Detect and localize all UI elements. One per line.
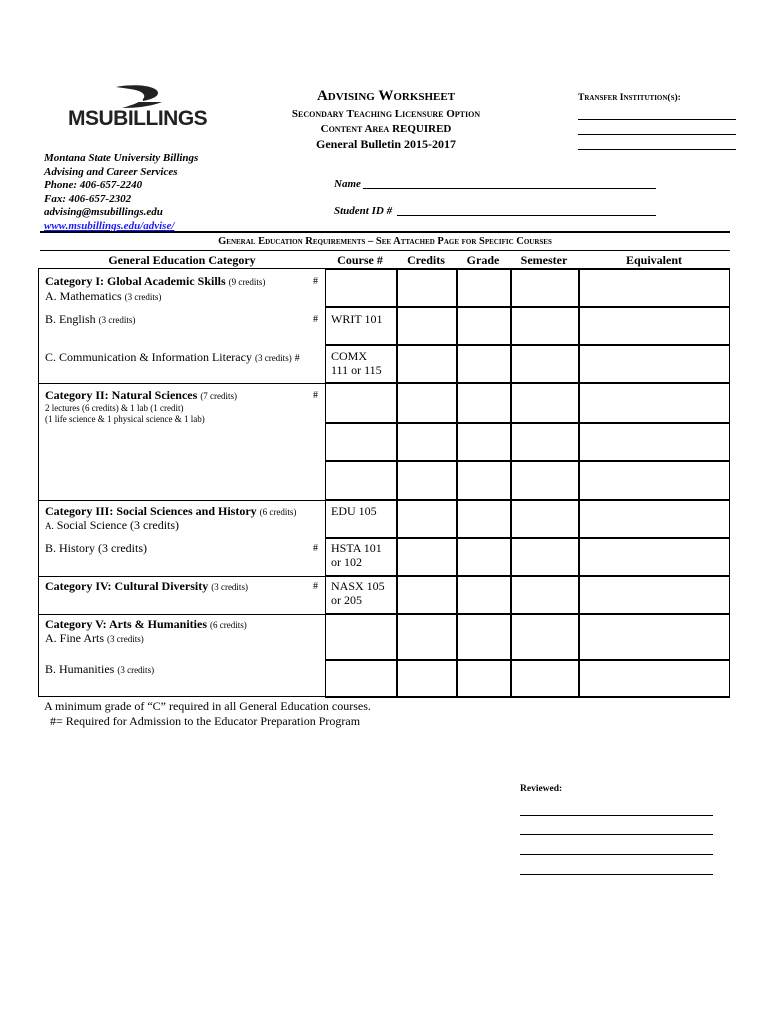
cat1-b-row [45,312,135,327]
reviewed-line-1[interactable] [520,815,713,816]
divider [40,231,730,233]
cell-grade[interactable] [457,269,511,307]
student-id-field[interactable] [397,215,656,216]
col-header-semester: Semester [520,253,568,267]
cat4-course [331,579,385,607]
hash-mark: # [313,581,318,592]
col-header-equivalent: Equivalent [625,253,682,267]
cat4-course-line1: NASX 105 [331,579,385,593]
cat1-b-credits: (3 credits) [98,315,136,325]
reviewed-line-2[interactable] [520,834,713,835]
cell-semester[interactable] [511,576,579,614]
row-divider [39,576,325,577]
cell-semester[interactable] [511,423,579,461]
cat5-a-label: A. Fine Arts [45,631,105,645]
section-header: General Education Requirements – See Attached Page for Specific Courses [218,236,552,247]
cat2-title: Category II: Natural Sciences [45,388,198,402]
cell-equivalent[interactable] [579,500,730,538]
transfer-institution-label: Transfer Institution(s): [578,93,681,103]
cat1-credits: (9 credits) [228,277,266,287]
cat5-credits: (6 credits) [210,620,247,630]
cell-credits[interactable] [397,269,457,307]
cat5-a-credits: (3 credits) [107,634,144,644]
transfer-line-3[interactable] [578,149,736,150]
cat1-c-label: C. Communication & Information Literacy [45,350,252,364]
reviewed-line-4[interactable] [520,874,713,875]
cat1-c-row [45,350,300,365]
cell-grade[interactable] [457,461,511,500]
cat4-title-row [45,579,248,594]
col-header-grade: Grade [466,253,500,267]
student-id-label: Student ID # [334,205,393,217]
cat3-title-row [45,504,296,519]
cell-equivalent[interactable] [579,576,730,614]
reviewed-line-3[interactable] [520,854,713,855]
reviewed-label: Reviewed: [520,784,563,794]
cat5-a-row [45,631,144,646]
cell-grade[interactable] [457,500,511,538]
cat3-credits: (6 credits) [259,507,297,517]
cell-course[interactable] [325,614,397,660]
cat1-title: Category I: Global Academic Skills [45,274,226,288]
cell-equivalent[interactable] [579,345,730,383]
cell-semester[interactable] [511,307,579,345]
cell-grade[interactable] [457,538,511,576]
cell-equivalent[interactable] [579,461,730,500]
cell-credits[interactable] [397,423,457,461]
cat1-b-label: B. English [45,312,96,326]
cat1-c-credits: (3 credits) [254,353,292,363]
cat3-a-prefix: A. [45,521,54,531]
bulletin-label: General Bulletin 2015-2017 [316,137,456,151]
name-field[interactable] [363,188,656,189]
hash-mark: # [313,314,318,325]
cat3-b-course-line1: HSTA 101 [331,541,382,555]
cat2-credits: (7 credits) [200,391,238,401]
cat1-a-credits: (3 credits) [124,292,162,302]
cell-grade[interactable] [457,576,511,614]
hash-mark: # [313,543,318,554]
cat3-a-row [45,518,179,533]
cell-equivalent[interactable] [579,538,730,576]
contact-phone: Phone: 406-657-2240 [44,179,143,191]
cat5-title-row [45,617,247,632]
cell-equivalent[interactable] [579,423,730,461]
cat5-title: Category V: Arts & Humanities [45,617,207,631]
cell-semester[interactable] [511,660,579,698]
contact-email: advising@msubillings.edu [44,206,163,218]
cat4-title: Category IV: Cultural Diversity [45,579,209,593]
hash-mark: # [313,276,318,287]
cell-credits[interactable] [397,576,457,614]
cell-equivalent[interactable] [579,383,730,423]
cell-grade[interactable] [457,307,511,345]
hash-mark: # [294,353,300,364]
cat1-b-course: WRIT 101 [331,312,383,326]
contact-university: Montana State University Billings [44,152,199,164]
contact-block [44,152,198,233]
subtitle-content-area: Content Area REQUIRED [320,123,452,135]
divider [40,250,730,251]
cell-semester[interactable] [511,500,579,538]
cat1-c-course [331,349,382,377]
transfer-line-1[interactable] [578,119,736,120]
cat2-title-row [45,388,237,403]
cell-semester[interactable] [511,538,579,576]
cell-credits[interactable] [397,345,457,383]
cat1-title-row [45,274,265,289]
cell-credits[interactable] [397,660,457,698]
cat1-c-course-line1: COMX [331,349,368,363]
cell-equivalent[interactable] [579,614,730,660]
logo-text: MSUBILLINGS [68,107,208,130]
row-divider [39,614,325,615]
cell-grade[interactable] [457,423,511,461]
cell-credits[interactable] [397,383,457,423]
cell-grade[interactable] [457,383,511,423]
cell-course[interactable] [325,461,397,500]
name-label: Name [334,178,361,190]
page-title: Advising Worksheet [316,88,456,104]
cell-credits[interactable] [397,307,457,345]
transfer-line-2[interactable] [578,134,736,135]
cat1-a-label: A. Mathematics [45,289,122,303]
cat4-course-line2: or 205 [331,593,362,607]
cell-credits[interactable] [397,500,457,538]
cell-semester[interactable] [511,461,579,500]
cell-equivalent[interactable] [579,660,730,698]
col-header-course: Course # [337,253,383,267]
cat2-note1: 2 lectures (6 credits) & 1 lab (1 credit) [45,403,184,413]
cat1-c-course-line2: 111 or 115 [331,363,382,377]
cat2-note2: (1 life science & 1 physical science & 1 lab) [45,414,205,424]
contact-fax: Fax: 406-657-2302 [44,192,132,205]
cell-equivalent[interactable] [579,307,730,345]
cat3-b-label: B. History (3 credits) [45,541,147,555]
cell-semester[interactable] [511,383,579,423]
row-divider [39,500,325,501]
subtitle-option: Secondary Teaching Licensure Option [291,108,481,120]
cell-equivalent[interactable] [579,269,730,307]
cell-semester[interactable] [511,269,579,307]
row-divider [39,383,325,384]
cell-credits[interactable] [397,614,457,660]
cell-grade[interactable] [457,345,511,383]
cat5-b-credits: (3 credits) [117,665,155,675]
requirements-table [38,268,730,697]
cell-course[interactable] [325,269,397,307]
cat5-b-label: B. Humanities [45,662,115,676]
cell-course[interactable] [325,423,397,461]
col-header-category: General Education Category [108,253,256,267]
hash-note: #= Required for Admission to the Educator Preparation Program [50,714,361,728]
cell-credits[interactable] [397,461,457,500]
cell-grade[interactable] [457,660,511,698]
contact-website-link[interactable]: www.msubillings.edu/advise/ [44,219,175,232]
grade-note: A minimum grade of “C” required in all General Education courses. [44,699,371,713]
cell-semester[interactable] [511,345,579,383]
cat5-b-row [45,662,154,677]
cat4-credits: (3 credits) [211,582,248,592]
cat3-b-course [331,541,382,569]
cell-course[interactable] [325,660,397,698]
cat3-a-label: Social Science (3 credits) [56,518,180,532]
cell-grade[interactable] [457,614,511,660]
cell-credits[interactable] [397,538,457,576]
hash-mark: # [313,390,318,401]
cat3-title: Category III: Social Sciences and History [45,504,257,518]
cat1-a-row [45,289,161,304]
cell-course[interactable] [325,383,397,423]
contact-department: Advising and Career Services [44,165,178,178]
cell-semester[interactable] [511,614,579,660]
cat3-a-course: EDU 105 [331,504,377,518]
cat3-b-course-line2: or 102 [331,555,362,569]
col-header-credits: Credits [407,253,445,267]
